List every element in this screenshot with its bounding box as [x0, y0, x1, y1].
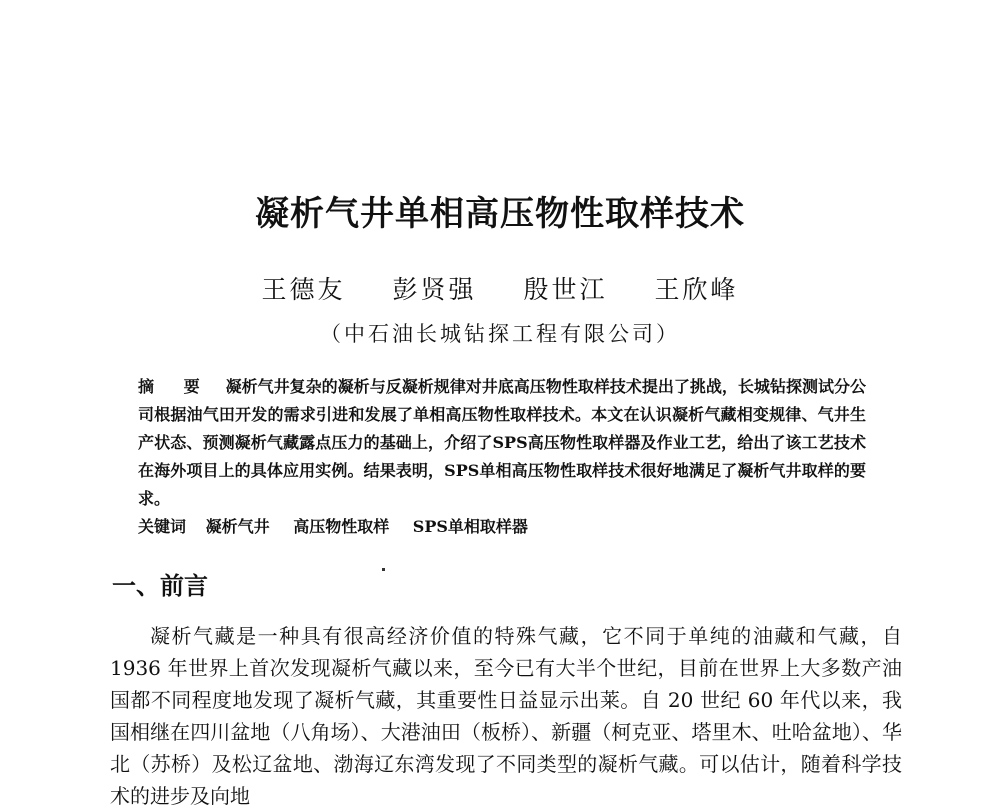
abstract	[138, 373, 866, 513]
abstract-label: 摘 要	[138, 377, 212, 396]
keyword: 高压物性取样	[293, 517, 390, 536]
author-name: 王德友	[261, 275, 346, 304]
paper-title: 凝析气井单相高压物性取样技术	[255, 194, 745, 234]
abstract-text: 凝析气井复杂的凝析与反凝析规律对井底高压物性取样技术提出了挑战，长城钻探测试分公司根据油气田开发的需求引进和发展了单相高压物性取样技术。本文在认识凝析气藏相变规律、气井生产状态、预测凝析气藏露点压力的基础上，介绍了SPS高压物性取样器及作业工艺，给出了该工艺技术在海外项目上的具体应用实例。结果表明，SPS单相高压物性取样技术很好地满足了凝析气井取样的要求。	[138, 377, 866, 508]
keywords-label: 关键词	[138, 517, 187, 536]
affiliation: （中石油长城钻探工程有限公司）	[320, 322, 680, 346]
author-list	[0, 270, 1000, 306]
body-paragraph: 凝析气藏是一种具有很高经济价值的特殊气藏，它不同于单纯的油藏和气藏，自 1936 年世界上首次发现凝析气藏以来，至今已有大半个世纪，目前在世界上大多数产油国都不同程度地发现了凝析气藏，其重要性日益显示出莱。自 20 世纪 60 年代以来，我国相继在四川盆地（八角场）、大港油田（板桥）、新疆（柯克亚、塔里木、吐哈盆地）、华北（苏桥）及松辽盆地、渤海辽东湾发现了不同类型的凝析气藏。可以估计，随着科学技术的进步及向地	[110, 624, 902, 808]
keywords	[138, 513, 866, 541]
keyword: 凝析气井	[205, 517, 270, 536]
section-heading: 一、前言	[112, 572, 208, 600]
author-name: 彭贤强	[392, 275, 477, 304]
scan-speck	[382, 568, 385, 571]
author-name: 王欣峰	[654, 275, 739, 304]
keyword: SPS单相取样器	[412, 517, 528, 536]
author-name: 殷世江	[523, 275, 608, 304]
